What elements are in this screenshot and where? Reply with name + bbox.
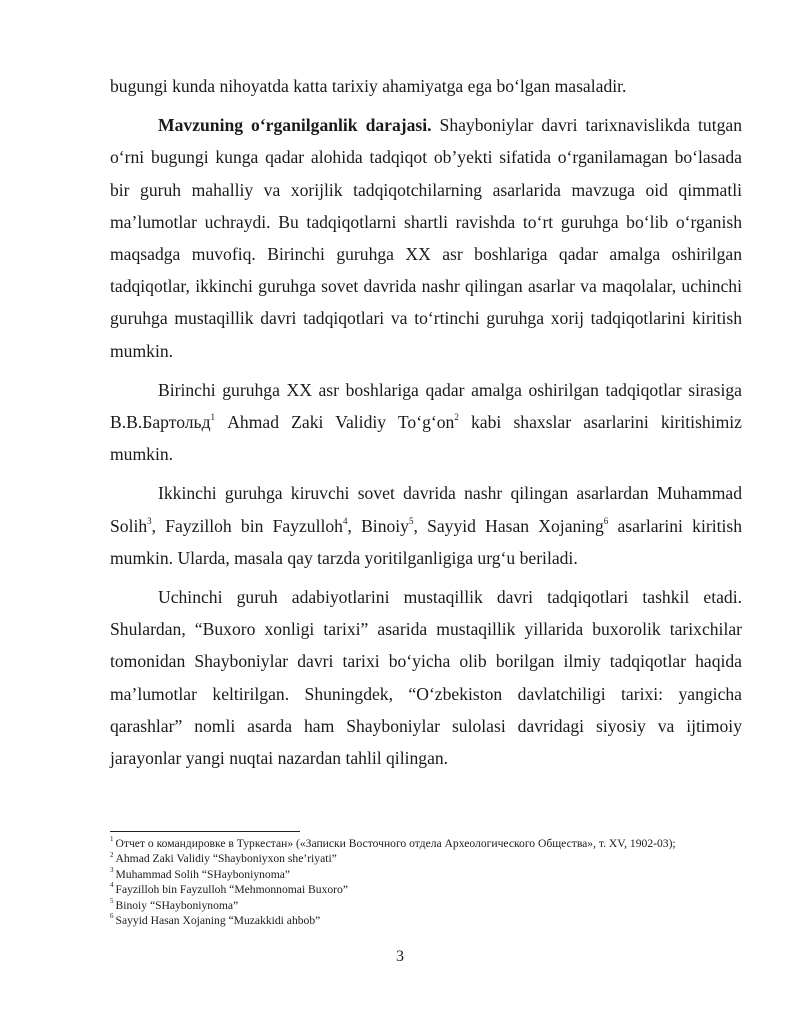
footnote-ref[interactable]: 5: [408, 515, 414, 526]
footnote-number: 4: [110, 881, 114, 890]
footnote-item: [110, 851, 742, 866]
footnote-ref[interactable]: 2: [454, 412, 459, 423]
footnote-text: Binoiy “SHayboniynoma”: [115, 898, 239, 912]
paragraph-text: , Fayzilloh bin Fayzulloh: [151, 515, 343, 536]
footnote-item: [110, 898, 742, 913]
document-body: [110, 70, 742, 774]
footnote-number: 2: [110, 850, 114, 859]
paragraph-text: kabi shaxslar asarlarini kiritishimiz mumkin.: [110, 412, 742, 465]
section-heading: Mavzuning o‘rganilganlik darajasi.: [158, 115, 432, 136]
paragraph-text: , Sayyid Hasan Xojaning: [413, 515, 604, 536]
footnote-number: 3: [110, 865, 114, 874]
paragraph-text: , Binoiy: [347, 515, 409, 536]
paragraph-text: Ahmad Zaki Validiy To‘g‘on: [215, 412, 455, 433]
footnote-text: Fayzilloh bin Fayzulloh “Mehmonnomai Buxoro”: [115, 883, 348, 897]
footnote-number: 6: [110, 912, 114, 921]
footnote-item: [110, 836, 742, 851]
footnote-number: 5: [110, 896, 114, 905]
footnote-text: Sayyid Hasan Xojaning “Muzakkidi ahbob”: [115, 914, 321, 928]
paragraph-text: Birinchi guruhga XX asr boshlariga qadar amalga oshirilgan tadqiqotlar sirasiga В.В.Бартольд: [110, 379, 742, 433]
paragraph-text: Ikkinchi guruhga kiruvchi sovet davrida nashr qilingan asarlardan Muhammad Solih: [110, 483, 742, 536]
paragraph-text: bugungi kunda nihoyatda katta tarixiy ahamiyatga ega bo‘lgan masaladir.: [110, 76, 627, 96]
footnote-separator: [110, 831, 300, 832]
paragraph-study-level: [110, 109, 742, 367]
footnote-number: 1: [110, 835, 114, 844]
footnote-text: Отчет о командировке в Туркестан» («Записки Восточного отдела Археологического Общества», т. XV, 1902-03);: [115, 837, 676, 850]
footnotes: [110, 836, 742, 928]
paragraph-text: Uchinchi guruh adabiyotlarini mustaqillik davri tadqiqotlari tashkil etadi. Shulardan, “Buxoro xonligi tarixi” asarida mustaqillik yillarida buxorolik tarixchilar tomonidan Shayboniylar davri tarixi bo‘yicha olib borilgan ilmiy tadqiqotlar haqida ma’lumotlar keltirilgan. Shuningdek, “O‘zbekiston davlatchiligi tarixi: yangicha qarashlar” nomli asarda ham Shayboniylar sulolasi davridagi siyosiy va ijtimoiy jarayonlar yangi nuqtai nazardan tahlil qilingan.: [110, 587, 742, 769]
paragraph-first-group: [110, 374, 742, 471]
footnote-item: [110, 867, 742, 882]
footnote-text: Ahmad Zaki Validiy “Shayboniyxon she’riyati”: [115, 852, 337, 866]
footnote-ref[interactable]: 3: [147, 515, 152, 526]
footnote-ref[interactable]: 6: [603, 515, 609, 526]
paragraph-continuation: [110, 70, 742, 102]
paragraph-third-group: [110, 581, 742, 774]
paragraph-second-group: [110, 477, 742, 574]
footnote-item: [110, 913, 742, 928]
footnote-ref[interactable]: 4: [342, 515, 348, 526]
footnote-text: Muhammad Solih “SHayboniynoma”: [115, 867, 291, 881]
footnote-ref[interactable]: 1: [210, 412, 216, 423]
paragraph-text: Shayboniylar davri tarixnavislikda tutgan o‘rni bugungi kunga qadar alohida tadqiqot ob’yekti sifatida o‘rganilamagan bo‘lasada bir guruh mahalliy va xorijlik tadqiqotchilarning asarlarida mavzuga oid qimmatli ma’lumotlar uchraydi. Bu tadqiqotlarni shartli ravishda to‘rt guruhga bo‘lib o‘rganish maqsadga muvofiq. Birinchi guruhga XX asr boshlariga qadar amalga oshirilgan tadqiqotlar, ikkinchi guruhga sovet davrida nashr qilingan asarlar va maqolalar, uchinchi guruhga mustaqillik davri tadqiqotlari va to‘rtinchi guruhga xorij tadqiqotlarini kiritish mumkin.: [110, 115, 742, 361]
footnote-item: [110, 882, 742, 897]
paragraph-text: asarlarini kiritish mumkin. Ularda, masala qay tarzda yoritilganligiga urg‘u beriladi.: [110, 515, 742, 568]
page-number: 3: [396, 948, 404, 965]
